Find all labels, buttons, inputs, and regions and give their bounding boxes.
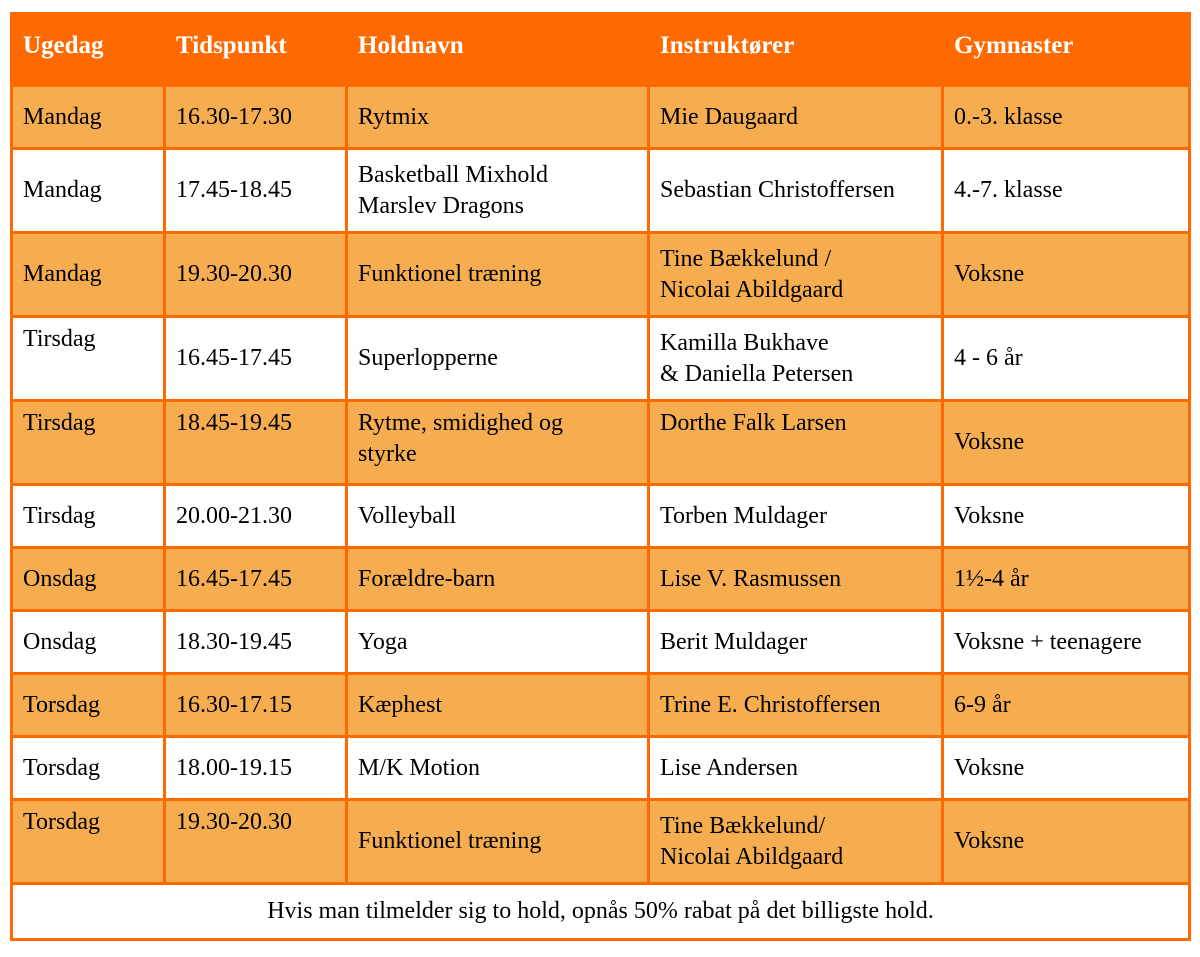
team-line: Funktionel træning bbox=[358, 261, 542, 287]
team-line: Kæphest bbox=[358, 691, 442, 718]
table-row bbox=[12, 401, 1190, 485]
gymnasts-cell: 6-9 år bbox=[943, 674, 1190, 737]
header-row bbox=[12, 14, 1190, 86]
time-cell: 18.00-19.15 bbox=[165, 737, 347, 800]
team-cell bbox=[347, 611, 649, 674]
team-cell bbox=[347, 548, 649, 611]
team-line: Funktionel træning bbox=[358, 828, 542, 854]
day-cell: Mandag bbox=[12, 149, 165, 233]
instructor-cell bbox=[649, 317, 943, 401]
gymnasts-cell: 4.-7. klasse bbox=[943, 149, 1190, 233]
instructor-line: Tine Bækkelund / bbox=[660, 245, 832, 272]
gymnasts-cell: 0.-3. klasse bbox=[943, 86, 1190, 149]
team-line: Volleyball bbox=[358, 502, 457, 529]
gymnasts-cell: 1½-4 år bbox=[943, 548, 1190, 611]
team-cell bbox=[347, 485, 649, 548]
gymnasts-cell: Voksne bbox=[943, 800, 1190, 884]
instructor-line: Sebastian Christoffersen bbox=[660, 177, 895, 203]
header-day: Ugedag bbox=[12, 14, 165, 86]
discount-note: Hvis man tilmelder sig to hold, opnås 50% rabat på det billigste hold. bbox=[12, 884, 1190, 940]
instructor-line: Mie Daugaard bbox=[660, 103, 798, 130]
table-row bbox=[12, 737, 1190, 800]
table-row bbox=[12, 800, 1190, 884]
day-cell: Torsdag bbox=[12, 737, 165, 800]
team-line: Forældre-barn bbox=[358, 565, 496, 592]
team-cell bbox=[347, 149, 649, 233]
table-row bbox=[12, 233, 1190, 317]
team-cell bbox=[347, 317, 649, 401]
table-row bbox=[12, 149, 1190, 233]
day-cell: Torsdag bbox=[12, 674, 165, 737]
team-line: Basketball Mixhold bbox=[358, 161, 548, 188]
team-line: Yoga bbox=[358, 628, 408, 655]
table-row bbox=[12, 674, 1190, 737]
team-cell bbox=[347, 86, 649, 149]
gymnasts-cell: 4 - 6 år bbox=[943, 317, 1190, 401]
table-row bbox=[12, 86, 1190, 149]
time-cell: 18.30-19.45 bbox=[165, 611, 347, 674]
table-row bbox=[12, 548, 1190, 611]
time-cell: 20.00-21.30 bbox=[165, 485, 347, 548]
instructor-cell bbox=[649, 86, 943, 149]
header-team: Holdnavn bbox=[347, 14, 649, 86]
team-line: Rytme, smidighed og bbox=[358, 410, 564, 436]
table-row bbox=[12, 485, 1190, 548]
team-line: Rytmix bbox=[358, 103, 430, 130]
instructor-line: Lise Andersen bbox=[660, 754, 798, 781]
day-cell: Mandag bbox=[12, 86, 165, 149]
footer-row bbox=[12, 884, 1190, 940]
instructor-line: Dorthe Falk Larsen bbox=[660, 410, 847, 436]
instructor-line: Tine Bækkelund/ bbox=[660, 812, 826, 839]
instructor-line: & Daniella Petersen bbox=[660, 360, 854, 387]
instructor-line: Nicolai Abildgaard bbox=[660, 276, 844, 303]
day-cell: Tirsdag bbox=[12, 485, 165, 548]
time-cell: 16.45-17.45 bbox=[165, 548, 347, 611]
instructor-line: Torben Muldager bbox=[660, 502, 827, 529]
team-line: M/K Motion bbox=[358, 754, 481, 781]
instructor-line: Trine E. Christoffersen bbox=[660, 691, 881, 718]
time-cell: 16.30-17.15 bbox=[165, 674, 347, 737]
day-cell: Torsdag bbox=[12, 800, 165, 884]
team-cell bbox=[347, 401, 649, 485]
instructor-line: Lise V. Rasmussen bbox=[660, 565, 842, 592]
header-time: Tidspunkt bbox=[165, 14, 347, 86]
instructor-cell bbox=[649, 611, 943, 674]
team-cell bbox=[347, 800, 649, 884]
gymnasts-cell: Voksne bbox=[943, 485, 1190, 548]
time-cell: 16.30-17.30 bbox=[165, 86, 347, 149]
day-cell: Mandag bbox=[12, 233, 165, 317]
team-line: Superlopperne bbox=[358, 345, 498, 371]
time-cell: 19.30-20.30 bbox=[165, 233, 347, 317]
instructor-line: Berit Muldager bbox=[660, 628, 808, 655]
team-line: Marslev Dragons bbox=[358, 192, 524, 219]
time-cell: 18.45-19.45 bbox=[165, 401, 347, 485]
instructor-cell bbox=[649, 800, 943, 884]
time-cell: 16.45-17.45 bbox=[165, 317, 347, 401]
day-cell: Onsdag bbox=[12, 611, 165, 674]
schedule-table bbox=[10, 12, 1191, 941]
team-line: styrke bbox=[358, 441, 417, 467]
instructor-cell bbox=[649, 401, 943, 485]
day-cell: Tirsdag bbox=[12, 317, 165, 401]
gymnasts-cell: Voksne bbox=[943, 233, 1190, 317]
instructor-line: Nicolai Abildgaard bbox=[660, 843, 844, 870]
day-cell: Tirsdag bbox=[12, 401, 165, 485]
instructor-cell bbox=[649, 548, 943, 611]
team-cell bbox=[347, 737, 649, 800]
instructor-cell bbox=[649, 674, 943, 737]
instructor-cell bbox=[649, 149, 943, 233]
day-cell: Onsdag bbox=[12, 548, 165, 611]
instructor-line: Kamilla Bukhave bbox=[660, 329, 829, 356]
instructor-cell bbox=[649, 737, 943, 800]
gymnasts-cell: Voksne bbox=[943, 737, 1190, 800]
gymnasts-cell: Voksne + teenagere bbox=[943, 611, 1190, 674]
instructor-cell bbox=[649, 233, 943, 317]
instructor-cell bbox=[649, 485, 943, 548]
header-gymnasts: Gymnaster bbox=[943, 14, 1190, 86]
schedule-body bbox=[12, 86, 1190, 884]
header-instructors: Instruktører bbox=[649, 14, 943, 86]
team-cell bbox=[347, 233, 649, 317]
table-row bbox=[12, 317, 1190, 401]
gymnasts-cell: Voksne bbox=[943, 401, 1190, 485]
team-cell bbox=[347, 674, 649, 737]
time-cell: 19.30-20.30 bbox=[165, 800, 347, 884]
table-row bbox=[12, 611, 1190, 674]
time-cell: 17.45-18.45 bbox=[165, 149, 347, 233]
